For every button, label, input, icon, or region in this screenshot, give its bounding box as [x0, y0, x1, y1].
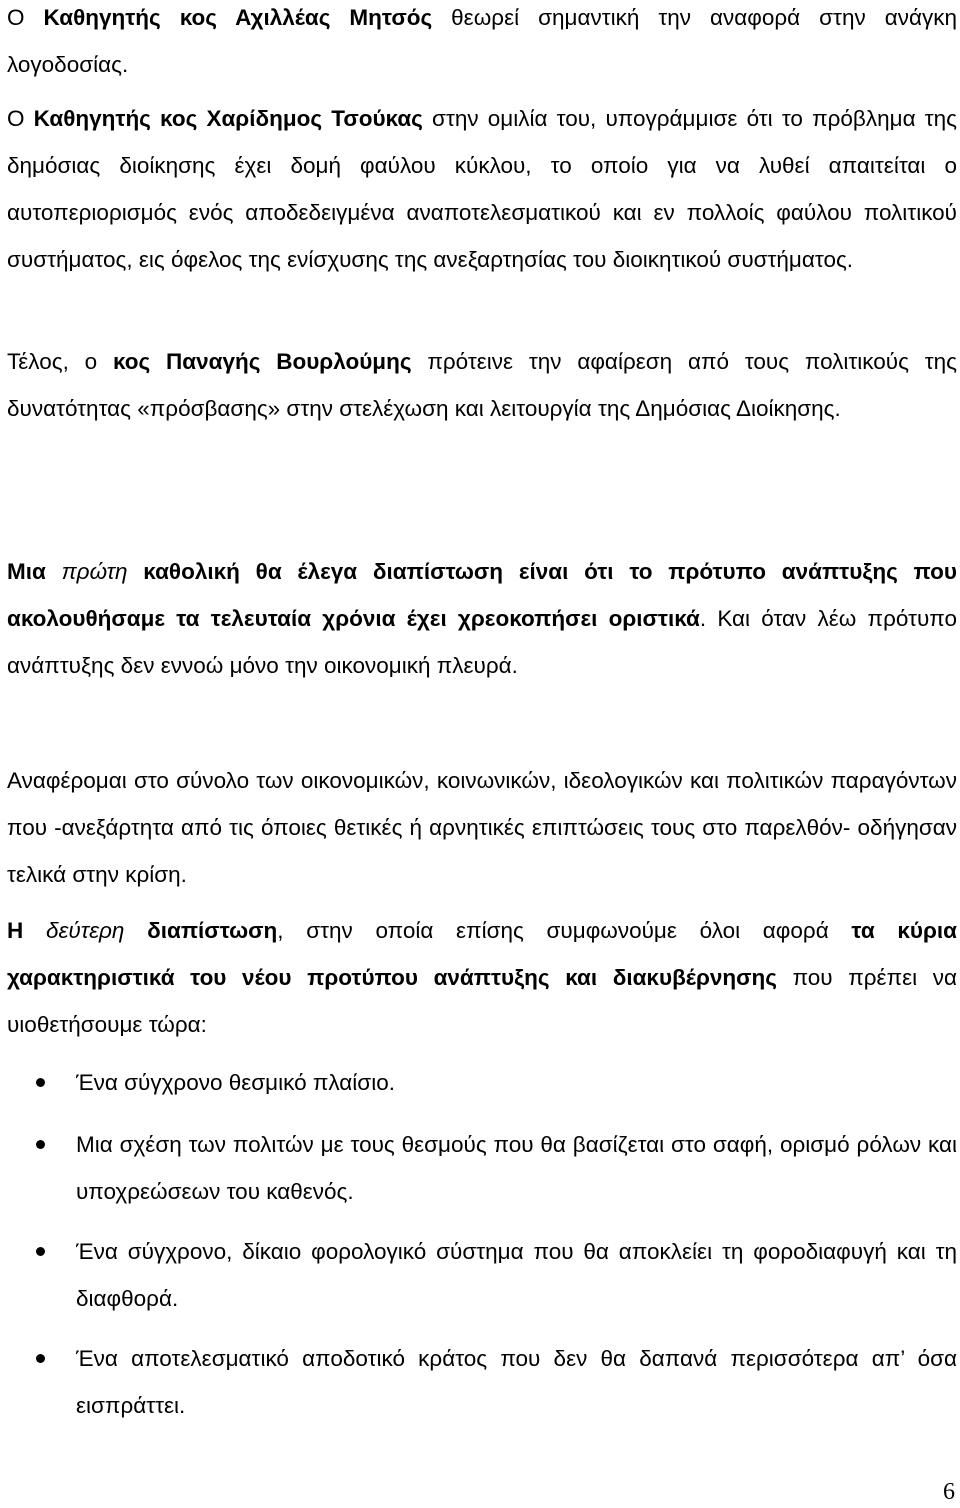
paragraph-tsoukas — [7, 95, 957, 283]
bullet-text: Μια σχέση των πολιτών με τους θεσμούς που θα βασίζεται στο σαφή, ορισμό ρόλων και υποχρεώσεων του καθενός. — [76, 1132, 957, 1204]
paragraph-vourloumis — [7, 338, 957, 432]
p4-bold-start: Μια — [7, 559, 62, 584]
bullet-text: Ένα αποτελεσματικό αποδοτικό κράτος που δεν θα δαπανά περισσότερα απ’ όσα εισπράττει. — [76, 1346, 957, 1418]
p3-text: πρότεινε την αφαίρεση από τους πολιτικούς της δυνατότητας «πρόσβασης» στην στελέχωση και λειτουργία της Δημόσιας Διοίκησης. — [7, 349, 958, 421]
p3-prefix: Τέλος, ο — [7, 349, 113, 374]
paragraph-second-finding — [7, 907, 957, 1048]
bullet-dot-icon — [36, 1354, 45, 1363]
bullet-dot-icon — [36, 1078, 45, 1087]
p1-prefix: Ο — [7, 5, 44, 30]
paragraph-first-finding — [7, 548, 957, 689]
p2-speaker-name: Καθηγητής κος Χαρίδημος Τσούκας — [33, 106, 423, 131]
p6-bold-word: διαπίστωση — [124, 918, 278, 943]
bullet-text: Ένα σύγχρονο θεσμικό πλαίσιο. — [76, 1070, 395, 1095]
p6-mid-text: , στην οποία επίσης συμφωνούμε όλοι αφορά — [277, 918, 852, 943]
p3-speaker-name: κος Παναγής Βουρλούμης — [112, 349, 412, 374]
p2-prefix: Ο — [7, 106, 34, 131]
p1-text: θεωρεί σημαντική την αναφορά στην ανάγκη λογοδοσίας. — [7, 5, 957, 77]
p6-bold-characteristics: τα κύρια χαρακτηριστικά του νέου προτύπου ανάπτυξης και διακυβέρνησης — [7, 918, 958, 990]
page-number: 6 — [943, 1479, 955, 1505]
p1-speaker-name: Καθηγητής κος Αχιλλέας Μητσός — [43, 5, 433, 30]
bullet-text: Ένα σύγχρονο, δίκαιο φορολογικό σύστημα που θα αποκλείει τη φοροδιαφυγή και τη διαφθορά. — [76, 1239, 957, 1311]
p4-text: . Και όταν λέω πρότυπο ανάπτυξης δεν εννοώ μόνο την οικονομική πλευρά. — [7, 606, 957, 678]
p6-bold-start: Η — [7, 918, 46, 943]
p5-text: Αναφέρομαι στο σύνολο των οικονομικών, κοινωνικών, ιδεολογικών και πολιτικών παραγόντων που -ανεξάρτητα από τις όποιες θετικές ή αρνητικές επιπτώσεις τους στο παρελθόν- οδήγησαν τελικά στην κρίση. — [7, 768, 957, 887]
paragraph-mitsos — [7, 0, 957, 88]
paragraph-factors — [7, 757, 957, 898]
bullet-dot-icon — [36, 1247, 45, 1256]
p4-italic-word: πρώτη — [61, 559, 128, 584]
p2-text: στην ομιλία του, υπογράμμισε ότι το πρόβλημα της δημόσιας διοίκησης έχει δομή φαύλου κύκλου, το οποίο για να λυθεί απαιτείται ο αυτοπεριορισμός ενός αποδεδειγμένα αναποτελεσματικού και εν πολλοίς φαύλου πολιτικού συστήματος, εις όφελος της ενίσχυσης της ανεξαρτησίας του διοικητικού συστήματος. — [7, 106, 957, 272]
bullet-dot-icon — [36, 1140, 45, 1149]
p4-bold-statement: καθολική θα έλεγα διαπίστωση είναι ότι το πρότυπο ανάπτυξης που ακολουθήσαμε τα τελευταία χρόνια έχει χρεοκοπήσει οριστικά — [7, 559, 957, 631]
p6-italic-word: δεύτερη — [45, 918, 125, 943]
p6-text: που πρέπει να υιοθετήσουμε τώρα: — [7, 965, 957, 1037]
